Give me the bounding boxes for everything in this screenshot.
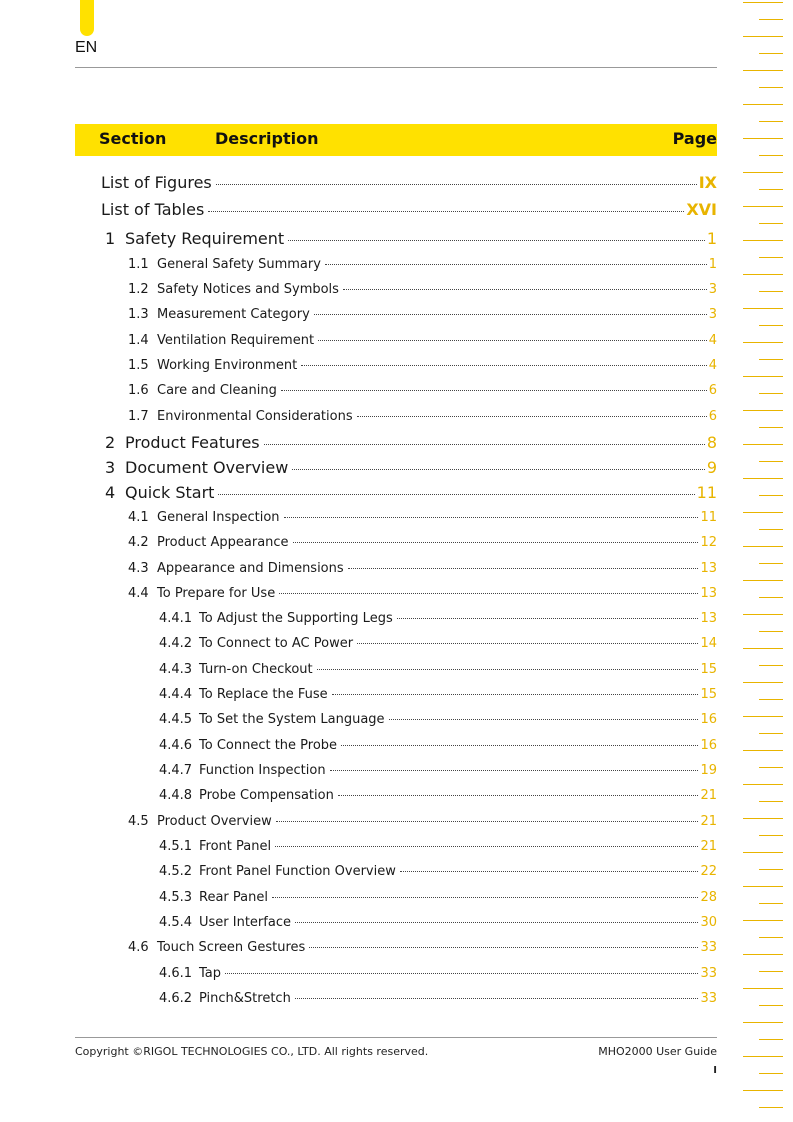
edge-index-line <box>759 937 783 938</box>
toc-entry-number: 2 <box>105 433 116 452</box>
edge-index-line <box>759 359 783 360</box>
toc-dot-leader <box>400 871 699 872</box>
toc-entry[interactable] <box>159 712 717 727</box>
edge-index-line <box>759 1107 783 1108</box>
toc-entry[interactable] <box>101 173 717 192</box>
edge-index-line <box>759 903 783 904</box>
edge-index-line <box>759 223 783 224</box>
toc-entry-page: XVI <box>686 200 717 219</box>
edge-index-line <box>743 716 783 717</box>
toc-entry-page: 3 <box>708 307 717 322</box>
toc-dot-leader <box>309 947 698 948</box>
edge-index-line <box>743 240 783 241</box>
toc-entry[interactable] <box>159 839 717 854</box>
toc-dot-leader <box>389 719 699 720</box>
toc-dot-leader <box>301 365 707 366</box>
toc-dot-leader <box>348 568 699 569</box>
toc-entry[interactable] <box>159 687 717 702</box>
toc-entry-title: Tap <box>199 966 222 981</box>
edge-index-line <box>743 750 783 751</box>
edge-index-line <box>743 512 783 513</box>
toc-entry-page: 15 <box>700 687 717 702</box>
toc-dot-leader <box>272 897 698 898</box>
toc-entry-title: Safety Requirement <box>125 229 285 248</box>
toc-entry[interactable] <box>128 586 717 601</box>
toc-dot-leader <box>293 542 699 543</box>
toc-entry-page: 1 <box>706 229 717 248</box>
chapter-tab-marker <box>80 0 94 36</box>
edge-index-line <box>743 376 783 377</box>
edge-index-line <box>743 70 783 71</box>
header-divider <box>75 67 717 68</box>
toc-entry[interactable] <box>128 257 717 272</box>
edge-index-line <box>759 189 783 190</box>
toc-entry-page: 1 <box>708 257 717 272</box>
toc-entry-number: 4.4 <box>128 586 149 601</box>
toc-entry-number: 4.4.3 <box>159 662 193 677</box>
toc-entry-title: User Interface <box>199 915 291 930</box>
toc-entry[interactable] <box>159 611 717 626</box>
edge-index-line <box>759 563 783 564</box>
toc-entry-title: To Connect the Probe <box>199 738 338 753</box>
toc-entry-title: To Adjust the Supporting Legs <box>199 611 393 626</box>
toc-entry-number: 3 <box>105 458 116 477</box>
edge-index-line <box>743 478 783 479</box>
toc-entry-page: 12 <box>700 535 717 550</box>
edge-index-line <box>759 699 783 700</box>
edge-index-line <box>759 325 783 326</box>
toc-entry-page: 3 <box>708 282 717 297</box>
toc-entry[interactable] <box>128 383 717 398</box>
edge-index-line <box>759 155 783 156</box>
toc-dot-leader <box>295 998 699 999</box>
toc-dot-leader <box>343 289 707 290</box>
edge-index-line <box>759 53 783 54</box>
edge-index-line <box>743 614 783 615</box>
toc-entry-title: Appearance and Dimensions <box>157 561 344 576</box>
edge-index-line <box>743 920 783 921</box>
footer-page-number: I <box>713 1065 717 1076</box>
toc-entry[interactable] <box>159 662 717 677</box>
toc-entry-number: 4.4.8 <box>159 788 193 803</box>
toc-entry-title: List of Tables <box>101 200 205 219</box>
edge-index-line <box>743 36 783 37</box>
toc-entry-number: 4.4.6 <box>159 738 193 753</box>
toc-entry-page: 11 <box>700 510 717 525</box>
edge-index-line <box>759 835 783 836</box>
edge-index-line <box>759 631 783 632</box>
edge-index-line <box>743 308 783 309</box>
toc-entry-number: 1.7 <box>128 409 149 424</box>
toc-entry-page: 9 <box>706 458 717 477</box>
toc-entry[interactable] <box>105 229 717 248</box>
toc-entry-title: Care and Cleaning <box>157 383 277 398</box>
toc-dot-leader <box>292 469 705 470</box>
toc-dot-leader <box>216 184 697 185</box>
toc-entry-number: 4.5 <box>128 814 149 829</box>
toc-entry-page: 13 <box>700 611 717 626</box>
toc-entry-number: 4.2 <box>128 535 149 550</box>
toc-entry-page: 13 <box>700 561 717 576</box>
toc-header-bar <box>75 124 717 156</box>
edge-index-line <box>759 291 783 292</box>
toc-entry-number: 4.4.4 <box>159 687 193 702</box>
edge-index-line <box>759 597 783 598</box>
toc-entry-number: 1.1 <box>128 257 149 272</box>
edge-index-line <box>759 461 783 462</box>
toc-dot-leader <box>218 494 694 495</box>
edge-index-line <box>759 19 783 20</box>
edge-index-line <box>743 1056 783 1057</box>
edge-index-line <box>743 104 783 105</box>
edge-index-line <box>743 138 783 139</box>
edge-index-strip <box>741 0 793 1122</box>
toc-entry-number: 4.4.2 <box>159 636 193 651</box>
toc-entry-page: 13 <box>700 586 717 601</box>
toc-entry-page: 33 <box>700 991 717 1006</box>
toc-entry-page: IX <box>698 173 717 192</box>
toc-entry-page: 33 <box>700 940 717 955</box>
toc-dot-leader <box>208 211 684 212</box>
toc-entry[interactable] <box>105 458 717 477</box>
toc-entry-page: 8 <box>706 433 717 452</box>
toc-entry-page: 14 <box>700 636 717 651</box>
toc-dot-leader <box>357 416 707 417</box>
toc-dot-leader <box>295 922 698 923</box>
toc-entry-title: Environmental Considerations <box>157 409 353 424</box>
toc-entry-title: Document Overview <box>125 458 289 477</box>
toc-entry-title: To Set the System Language <box>199 712 385 727</box>
toc-entry[interactable] <box>159 966 717 981</box>
toc-entry-number: 1 <box>105 229 116 248</box>
toc-entry[interactable] <box>105 483 717 502</box>
toc-entry-page: 4 <box>708 358 717 373</box>
toc-entry-number: 4.4.7 <box>159 763 193 778</box>
toc-entry-page: 21 <box>700 788 717 803</box>
toc-entry-title: List of Figures <box>101 173 212 192</box>
footer-guide-title: MHO2000 User Guide <box>598 1045 717 1058</box>
edge-index-line <box>759 427 783 428</box>
edge-index-line <box>743 954 783 955</box>
toc-entry-title: Safety Notices and Symbols <box>157 282 339 297</box>
edge-index-line <box>759 495 783 496</box>
toc-entry-number: 1.4 <box>128 333 149 348</box>
toc-entry-page: 11 <box>696 483 717 502</box>
toc-entry-number: 4.3 <box>128 561 149 576</box>
toc-entry[interactable] <box>159 788 717 803</box>
edge-index-line <box>743 682 783 683</box>
toc-entry[interactable] <box>159 738 717 753</box>
edge-index-line <box>743 444 783 445</box>
toc-entry-page: 19 <box>700 763 717 778</box>
toc-entry[interactable] <box>128 307 717 322</box>
toc-entry-title: General Safety Summary <box>157 257 321 272</box>
edge-index-line <box>743 274 783 275</box>
toc-entry[interactable] <box>128 333 717 348</box>
toc-entry-title: Front Panel Function Overview <box>199 864 396 879</box>
toc-entry-title: Ventilation Requirement <box>157 333 315 348</box>
toc-entry-page: 28 <box>700 890 717 905</box>
toc-entry-title: Probe Compensation <box>199 788 334 803</box>
edge-index-line <box>759 767 783 768</box>
toc-entry-number: 4.5.3 <box>159 890 193 905</box>
toc-entry-page: 4 <box>708 333 717 348</box>
toc-entry-title: Touch Screen Gestures <box>157 940 306 955</box>
toc-entry[interactable] <box>128 409 717 424</box>
toc-entry[interactable] <box>128 535 717 550</box>
toc-entry-title: General Inspection <box>157 510 280 525</box>
toc-entry-number: 4.6 <box>128 940 149 955</box>
toc-entry[interactable] <box>101 200 717 219</box>
toc-entry[interactable] <box>128 940 717 955</box>
edge-index-line <box>743 818 783 819</box>
toc-entry-number: 4.1 <box>128 510 149 525</box>
toc-entry-number: 4.5.4 <box>159 915 193 930</box>
toc-entry-title: Front Panel <box>199 839 272 854</box>
toc-entry-title: Product Overview <box>157 814 272 829</box>
edge-index-line <box>759 869 783 870</box>
edge-index-line <box>743 172 783 173</box>
toc-entry[interactable] <box>128 358 717 373</box>
toc-entry[interactable] <box>128 814 717 829</box>
toc-entry-number: 4.6.1 <box>159 966 193 981</box>
toc-entry-title: Quick Start <box>125 483 215 502</box>
toc-entry-number: 4 <box>105 483 116 502</box>
toc-entry[interactable] <box>128 282 717 297</box>
toc-entry[interactable] <box>159 890 717 905</box>
toc-entry-number: 4.5.2 <box>159 864 193 879</box>
toc-entry-page: 33 <box>700 966 717 981</box>
toc-dot-leader <box>264 444 705 445</box>
edge-index-line <box>743 648 783 649</box>
edge-index-line <box>743 886 783 887</box>
edge-index-line <box>759 1039 783 1040</box>
edge-index-line <box>759 1073 783 1074</box>
toc-entry-page: 6 <box>708 383 717 398</box>
edge-index-line <box>759 971 783 972</box>
toc-entry-number: 4.6.2 <box>159 991 193 1006</box>
toc-entry-page: 21 <box>700 839 717 854</box>
toc-dot-leader <box>318 340 707 341</box>
toc-entry-page: 30 <box>700 915 717 930</box>
toc-entry[interactable] <box>159 864 717 879</box>
toc-entry-number: 1.3 <box>128 307 149 322</box>
toc-entry-title: To Replace the Fuse <box>199 687 328 702</box>
toc-header-section: Section <box>99 129 167 148</box>
toc-entry-title: Working Environment <box>157 358 298 373</box>
edge-index-line <box>743 546 783 547</box>
toc-entry-page: 15 <box>700 662 717 677</box>
toc-entry-title: Rear Panel <box>199 890 268 905</box>
toc-entry-number: 4.4.1 <box>159 611 193 626</box>
edge-index-line <box>743 206 783 207</box>
toc-dot-leader <box>341 745 698 746</box>
toc-dot-leader <box>314 314 707 315</box>
toc-entry-title: Product Appearance <box>157 535 289 550</box>
toc-entry[interactable] <box>128 510 717 525</box>
edge-index-line <box>743 784 783 785</box>
toc-entry[interactable] <box>105 433 717 452</box>
edge-index-line <box>743 410 783 411</box>
edge-index-line <box>759 801 783 802</box>
toc-entry-number: 1.6 <box>128 383 149 398</box>
edge-index-line <box>743 342 783 343</box>
toc-dot-leader <box>284 517 699 518</box>
language-label: EN <box>75 39 98 56</box>
toc-dot-leader <box>317 669 699 670</box>
toc-entry-number: 1.5 <box>128 358 149 373</box>
edge-index-line <box>759 257 783 258</box>
toc-entry-title: Product Features <box>125 433 260 452</box>
toc-entry-title: Turn-on Checkout <box>199 662 313 677</box>
edge-index-line <box>743 852 783 853</box>
toc-entry-page: 21 <box>700 814 717 829</box>
edge-index-line <box>743 1022 783 1023</box>
toc-entry-title: To Connect to AC Power <box>199 636 354 651</box>
toc-entry-page: 6 <box>708 409 717 424</box>
edge-index-line <box>743 988 783 989</box>
toc-entry-number: 4.4.5 <box>159 712 193 727</box>
toc-entry[interactable] <box>159 991 717 1006</box>
toc-dot-leader <box>397 618 699 619</box>
toc-dot-leader <box>288 240 705 241</box>
toc-dot-leader <box>276 821 699 822</box>
edge-index-line <box>759 393 783 394</box>
toc-entry-page: 16 <box>700 738 717 753</box>
toc-dot-leader <box>338 795 699 796</box>
toc-entry-title: Measurement Category <box>157 307 310 322</box>
toc-entry[interactable] <box>128 561 717 576</box>
toc-entry-title: Pinch&Stretch <box>199 991 291 1006</box>
toc-entry[interactable] <box>159 636 717 651</box>
toc-dot-leader <box>357 643 698 644</box>
toc-dot-leader <box>330 770 699 771</box>
toc-entry-page: 22 <box>700 864 717 879</box>
edge-index-line <box>759 529 783 530</box>
toc-dot-leader <box>275 846 698 847</box>
toc-dot-leader <box>279 593 698 594</box>
edge-index-line <box>743 2 783 3</box>
toc-entry[interactable] <box>159 915 717 930</box>
edge-index-line <box>743 1090 783 1091</box>
toc-dot-leader <box>332 694 699 695</box>
footer-divider <box>75 1037 717 1038</box>
toc-entry-title: Function Inspection <box>199 763 326 778</box>
toc-dot-leader <box>281 390 707 391</box>
footer-copyright: Copyright ©RIGOL TECHNOLOGIES CO., LTD. All rights reserved. <box>75 1045 429 1058</box>
edge-index-line <box>759 121 783 122</box>
edge-index-line <box>759 1005 783 1006</box>
toc-header-description: Description <box>215 129 319 148</box>
toc-entry-page: 16 <box>700 712 717 727</box>
edge-index-line <box>759 733 783 734</box>
toc-entry-number: 4.5.1 <box>159 839 193 854</box>
toc-dot-leader <box>325 264 707 265</box>
edge-index-line <box>743 580 783 581</box>
toc-entry[interactable] <box>159 763 717 778</box>
edge-index-line <box>759 665 783 666</box>
toc-header-page: Page <box>672 129 717 148</box>
toc-dot-leader <box>225 973 698 974</box>
toc-entry-number: 1.2 <box>128 282 149 297</box>
edge-index-line <box>759 87 783 88</box>
toc-entry-title: To Prepare for Use <box>157 586 276 601</box>
